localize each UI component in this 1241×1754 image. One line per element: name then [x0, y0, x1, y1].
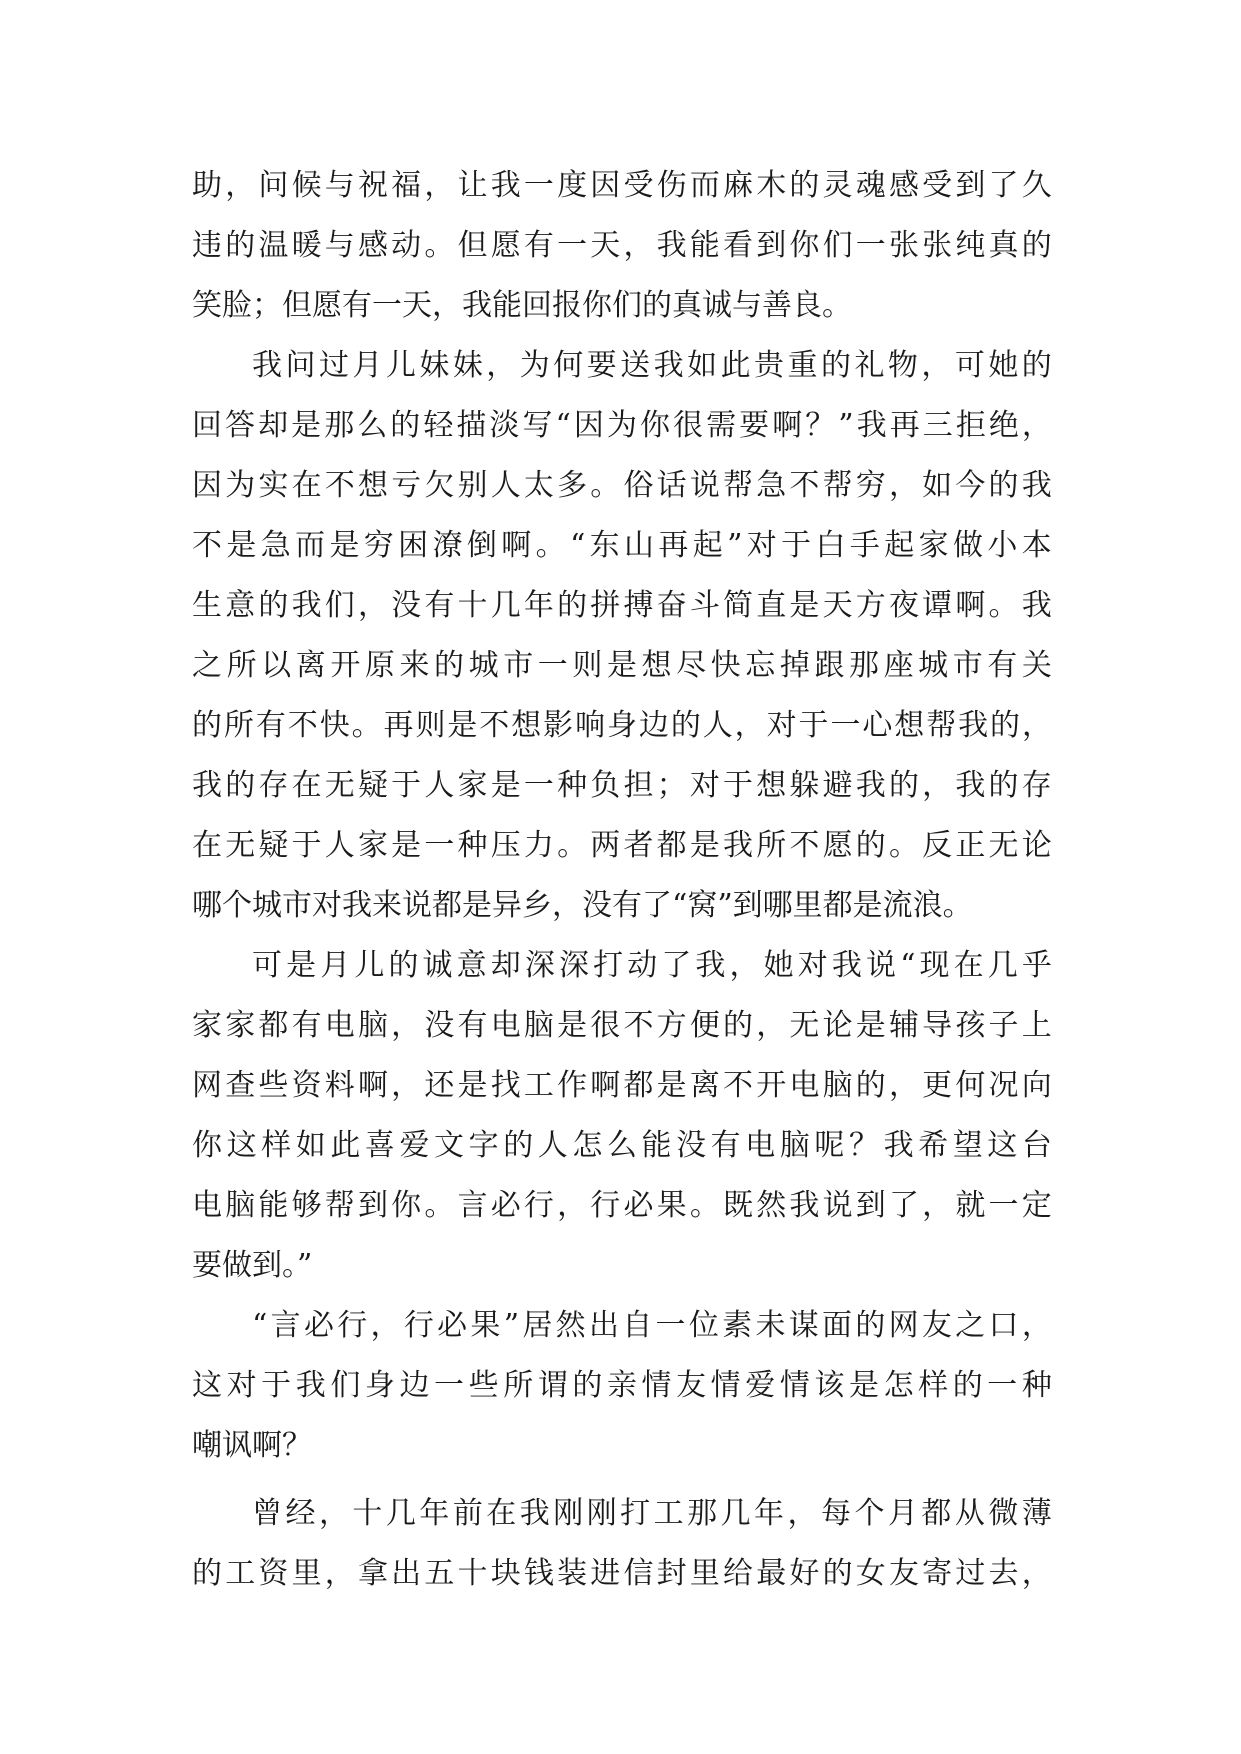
text-line: 我 问 过 月 儿 妹 妹 ， 为 何 要 送 我 如 此 贵 重 的 礼 物 ， 可 她 的 — [252, 348, 1052, 383]
text-line: “ 言 必 行 ， 行 必 果 ” 居 然 出 自 一 位 素 未 谋 面 的 网 友 之 口 ， — [252, 1308, 1052, 1343]
text-line: 的 所 有 不 快 。 再 则 是 不 想 影 响 身 边 的 人 ， 对 于 一 心 想 帮 我 的 ， — [192, 708, 1052, 743]
text-line: 的 工 资 里 ， 拿 出 五 十 块 钱 装 进 信 封 里 给 最 好 的 女 友 寄 过 去 ， — [192, 1556, 1052, 1591]
text-line: 嘲讽啊？ — [192, 1428, 312, 1463]
text-line: 这 对 于 我 们 身 边 一 些 所 谓 的 亲 情 友 情 爱 情 该 是 怎 样 的 一 种 — [192, 1368, 1052, 1403]
text-line: 之 所 以 离 开 原 来 的 城 市 一 则 是 想 尽 快 忘 掉 跟 那 座 城 市 有 关 — [192, 648, 1052, 683]
text-line: 网 查 些 资 料 啊 ， 还 是 找 工 作 啊 都 是 离 不 开 电 脑 的 ， 更 何 况 向 — [192, 1068, 1052, 1103]
text-line: 我 的 存 在 无 疑 于 人 家 是 一 种 负 担 ； 对 于 想 躲 避 我 的 ， 我 的 存 — [192, 768, 1052, 803]
text-line: 违 的 温 暖 与 感 动 。 但 愿 有 一 天 ， 我 能 看 到 你 们 一 张 张 纯 真 的 — [192, 228, 1052, 263]
paragraph-4 — [192, 1296, 1052, 1476]
paragraph-gap — [192, 1476, 1052, 1484]
text-line: 助 ， 问 候 与 祝 福 ， 让 我 一 度 因 受 伤 而 麻 木 的 灵 魂 感 受 到 了 久 — [192, 168, 1052, 203]
text-line: 在 无 疑 于 人 家 是 一 种 压 力 。 两 者 都 是 我 所 不 愿 的 。 反 正 无 论 — [192, 828, 1052, 863]
text-line: 可 是 月 儿 的 诚 意 却 深 深 打 动 了 我 ， 她 对 我 说 “ 现 在 几 乎 — [252, 948, 1052, 983]
paragraph-3 — [192, 936, 1052, 1296]
text-line: 电 脑 能 够 帮 到 你 。 言 必 行 ， 行 必 果 。 既 然 我 说 到 了 ， 就 一 定 — [192, 1188, 1052, 1223]
paragraph-5 — [192, 1484, 1052, 1604]
text-line: 哪个城市对我来说都是异乡，没有了“窝”到哪里都是流浪。 — [192, 888, 973, 923]
text-line: 生 意 的 我 们 ， 没 有 十 几 年 的 拼 搏 奋 斗 简 直 是 天 方 夜 谭 啊 。 我 — [192, 588, 1052, 623]
text-line: 家 家 都 有 电 脑 ， 没 有 电 脑 是 很 不 方 便 的 ， 无 论 是 辅 导 孩 子 上 — [192, 1008, 1052, 1043]
text-line: 因 为 实 在 不 想 亏 欠 别 人 太 多 。 俗 话 说 帮 急 不 帮 穷 ， 如 今 的 我 — [192, 468, 1052, 503]
text-line: 不 是 急 而 是 穷 困 潦 倒 啊 。 “ 东 山 再 起 ” 对 于 白 手 起 家 做 小 本 — [192, 528, 1052, 563]
text-line: 曾 经 ， 十 几 年 前 在 我 刚 刚 打 工 那 几 年 ， 每 个 月 都 从 微 薄 — [252, 1496, 1052, 1531]
paragraph-2 — [192, 336, 1052, 936]
text-line: 要做到。” — [192, 1248, 313, 1283]
text-line: 笑脸；但愿有一天，我能回报你们的真诚与善良。 — [192, 288, 852, 323]
paragraph-1 — [192, 156, 1052, 336]
body-text — [192, 156, 1052, 1604]
text-line: 你 这 样 如 此 喜 爱 文 字 的 人 怎 么 能 没 有 电 脑 呢 ？ 我 希 望 这 台 — [192, 1128, 1052, 1163]
text-line: 回 答 却 是 那 么 的 轻 描 淡 写 “ 因 为 你 很 需 要 啊 ？ ” 我 再 三 拒 绝 ， — [192, 408, 1052, 443]
